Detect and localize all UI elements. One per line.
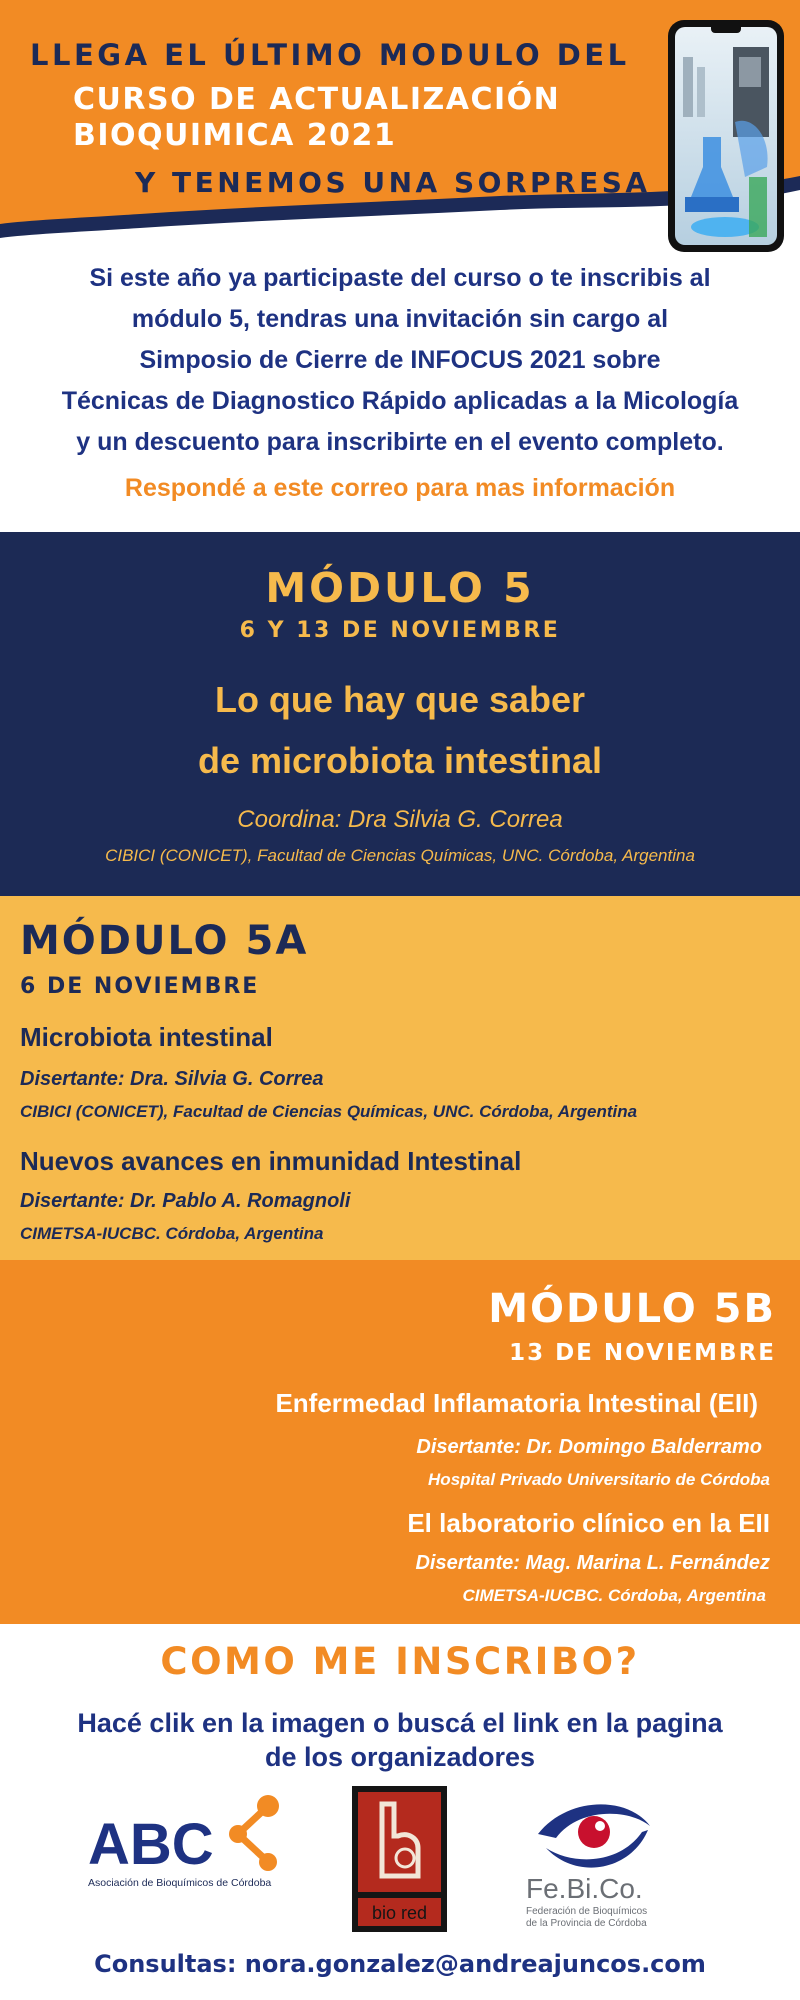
talk-institution: Hospital Privado Universitario de Córdoba	[428, 1470, 770, 1489]
biored-logo	[352, 1786, 447, 1932]
febico-caption-line-2: de la Provincia de Córdoba	[526, 1918, 647, 1929]
talk-title: El laboratorio clínico en la EII	[407, 1508, 770, 1538]
module-5a-date: 6 DE NOVIEMBRE	[20, 974, 260, 999]
febico-caption-line-1: Federación de Bioquímicos	[526, 1906, 648, 1917]
header-line-4: Y TENEMOS UNA SORPRESA	[135, 166, 651, 199]
intro-line-2: módulo 5, tendras una invitación sin cargo al	[131, 305, 669, 333]
talk-title: Enfermedad Inflamatoria Intestinal (EII)	[275, 1388, 758, 1418]
abc-logo-text: ABC	[88, 1812, 214, 1877]
registration-heading: COMO ME INSCRIBO?	[160, 1640, 640, 1683]
talk-institution: CIMETSA-IUCBC. Córdoba, Argentina	[20, 1224, 324, 1243]
biored-logo-text: bio red	[371, 1903, 428, 1923]
phone-lab-image	[668, 20, 784, 252]
module-5-title: MÓDULO 5	[265, 564, 535, 612]
febico-logo-link[interactable]	[518, 1786, 668, 1936]
abc-logo-link[interactable]	[88, 1790, 288, 1900]
talk-title: Nuevos avances en inmunidad Intestinal	[20, 1146, 522, 1176]
intro-line-3: Simposio de Cierre de INFOCUS 2021 sobre	[139, 346, 661, 374]
talk-speaker: Disertante: Dr. Pablo A. Romagnoli	[20, 1190, 351, 1212]
module-5b-section	[0, 1260, 800, 1624]
febico-logo	[518, 1786, 668, 1936]
talk-speaker: Disertante: Mag. Marina L. Fernández	[415, 1552, 770, 1574]
talk-institution: CIMETSA-IUCBC. Córdoba, Argentina	[462, 1586, 766, 1605]
intro-line-1: Si este año ya participaste del curso o te inscribis al	[89, 264, 711, 292]
talk-title: Microbiota intestinal	[20, 1022, 273, 1052]
module-5b-title: MÓDULO 5B	[488, 1286, 776, 1332]
module-5b-date: 13 DE NOVIEMBRE	[509, 1340, 776, 1366]
module-5-coordinator: Coordina: Dra Silvia G. Correa	[237, 806, 563, 833]
febico-logo-text: Fe.Bi.Co.	[526, 1873, 643, 1904]
intro-line-4: Técnicas de Diagnostico Rápido aplicadas a la Micología	[61, 387, 739, 415]
abc-logo	[88, 1790, 288, 1900]
module-5-section	[0, 532, 800, 896]
module-5-topic-line-2: de microbiota intestinal	[197, 740, 603, 781]
module-5-dates: 6 Y 13 DE NOVIEMBRE	[239, 618, 561, 643]
reply-call-to-action: Respondé a este correo para mas información	[124, 474, 676, 502]
header-line-1: LLEGA EL ÚLTIMO MODULO DEL	[30, 38, 630, 72]
header-banner	[0, 0, 800, 245]
intro-line-5: y un descuento para inscribirte en el evento completo.	[76, 428, 724, 456]
module-5-institution: CIBICI (CONICET), Facultad de Ciencias Químicas, UNC. Córdoba, Argentina	[105, 846, 695, 865]
module-5a-title: MÓDULO 5A	[20, 918, 309, 964]
talk-speaker: Disertante: Dra. Silvia G. Correa	[20, 1068, 324, 1090]
talk-institution: CIBICI (CONICET), Facultad de Ciencias Químicas, UNC. Córdoba, Argentina	[20, 1102, 638, 1121]
intro-section	[0, 258, 800, 503]
header-line-2: CURSO DE ACTUALIZACIÓN	[73, 82, 561, 117]
registration-instructions-line-2: de los organizadores	[264, 1742, 536, 1772]
biored-logo-link[interactable]	[352, 1786, 447, 1932]
talk-speaker: Disertante: Dr. Domingo Balderramo	[416, 1436, 762, 1458]
registration-instructions-line-1: Hacé clik en la imagen o buscá el link en la pagina	[77, 1708, 723, 1738]
module-5-topic-line-1: Lo que hay que saber	[214, 679, 586, 720]
abc-logo-caption: Asociación de Bioquímicos de Córdoba	[88, 1877, 272, 1889]
contact-email[interactable]: Consultas: nora.gonzalez@andreajuncos.com	[94, 1950, 706, 1978]
header-line-3: BIOQUIMICA 2021	[73, 118, 397, 153]
module-5a-section	[0, 896, 800, 1260]
